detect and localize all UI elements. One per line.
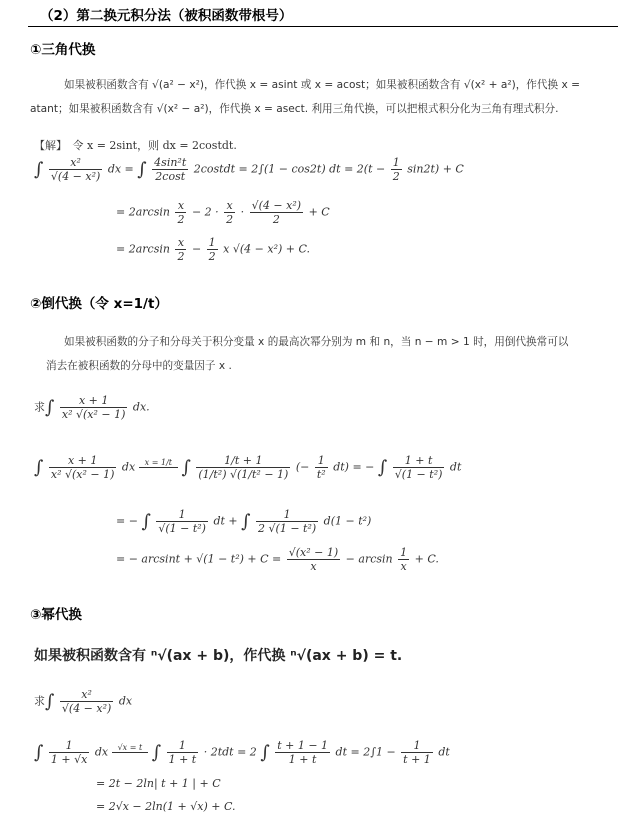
- fraction: $\frac{\text{4sin²t}}{2\cos t}$: [154, 156, 187, 183]
- reciprocal-equation-3: = − arcsint + √(1 − t²) + C = $\frac{\text{√(x² − 1)}}{x}$ − arcsin $\frac{1}{x}$ + C.: [116, 546, 439, 573]
- integral-sign: ∫: [34, 457, 44, 478]
- heading-reciprocal-substitution: ②倒代换（令 x=1/t）: [30, 296, 168, 312]
- integral-sign: ∫: [377, 457, 388, 478]
- power-paragraph: 如果被积函数含有 ⁿ√(ax + b)，作代换 ⁿ√(ax + b) = t.: [34, 648, 403, 664]
- integral-sign: ∫: [45, 397, 55, 418]
- reciprocal-paragraph-line-1: 如果被积函数的分子和分母关于积分变量 x 的最高次幂分别为 m 和 n，当 n − m > 1 时，用倒代换常可以: [64, 336, 569, 348]
- page-title: （2）第二换元积分法（被积函数带根号）: [40, 8, 293, 24]
- integral-sign: ∫: [151, 742, 162, 763]
- reciprocal-paragraph-line-2: 消去在被积函数的分母中的变量因子 x .: [46, 360, 232, 372]
- integral-sign: ∫: [34, 742, 44, 763]
- reciprocal-question: 求∫ $\frac{x + 1}{\text{x² √(x² − 1)}}$ dx.: [34, 394, 150, 421]
- power-equation-3: = 2√x − 2ln(1 + √x) + C.: [96, 800, 236, 813]
- trig-paragraph-line-2: atant；如果被积函数含有 √(x² − a²)，作代换 x = asect. 利用三角代换，可以把根式积分化为三角有理式积分.: [30, 103, 559, 115]
- trig-equation-2: = 2arcsin $\frac{x}{2}$ − 2 · $\frac{x}{2}$ · $\frac{\text{√(4 − x²)}}{2}$ + C: [116, 199, 330, 226]
- integral-sign: ∫: [241, 511, 251, 532]
- heading-trig-substitution: ①三角代换: [30, 42, 96, 58]
- power-equation-2: = 2t − 2ln| t + 1 | + C: [96, 777, 221, 790]
- heading-power-substitution: ③幂代换: [30, 607, 82, 623]
- trig-equation-1: ∫ $\frac{\text{x²}}{\text{√(4 − x²)}}$ dx = ∫ $\frac{\text{4sin²t}}{2\cos t}$ 2costdt = 2∫(1 − cos2t) dt = 2(t − $\frac{1}{2}$ sin2t) + C: [34, 156, 464, 183]
- power-equation-1: ∫ $\frac{1}{1 + √x}$ dx √x = t ∫ $\frac{1}{1 + t}$ · 2tdt = 2 ∫ $\frac{t + 1 - 1}{1 + t}$ dt = 2∫1 − $\frac{1}{t + 1}$ dt: [34, 739, 450, 766]
- integral-sign: ∫: [34, 159, 44, 180]
- reciprocal-equation-2: = − ∫ $\frac{1}{\text{√(1 − t²)}}$ dt + ∫ $\frac{1}{\text{2 √(1 − t²)}}$ d(1 − t²): [116, 508, 372, 535]
- integral-sign: ∫: [260, 742, 270, 763]
- reciprocal-equation-1: ∫ $\frac{x + 1}{\text{x² √(x² − 1)}}$ dx x = 1/t ∫ $\frac{1/t + 1}{\text{(1/t²) √(1/t² − 1)}}$ (− $\frac{1}{\text{t²}}$ dt) = − ∫ $\frac{1 + t}{\text{√(1 − t²)}}$ dt: [34, 454, 462, 481]
- fraction: $\frac{1}{2}$: [392, 156, 400, 183]
- integral-sign: ∫: [45, 691, 55, 712]
- integral-sign: ∫: [181, 457, 191, 478]
- integral-sign: ∫: [137, 159, 147, 180]
- power-question: 求∫ $\frac{\text{x²}}{\text{√(4 − x²)}}$ dx: [34, 688, 133, 715]
- substitution-arrow: x = 1/t: [139, 458, 178, 477]
- trig-paragraph-line-1: 如果被积函数含有 √(a² − x²)，作代换 x = asint 或 x = acost；如果被积函数含有 √(x² + a²)，作代换 x =: [64, 79, 580, 91]
- integral-sign: ∫: [141, 511, 151, 532]
- fraction: $\frac{\text{x²}}{\text{√(4 − x²)}}$: [50, 156, 101, 183]
- substitution-arrow: √x = t: [112, 743, 149, 762]
- trig-solution-intro: 【解】 令 x = 2sint，则 dx = 2costdt.: [34, 139, 237, 152]
- trig-equation-3: = 2arcsin $\frac{x}{2}$ − $\frac{1}{2}$ x √(4 − x²) + C.: [116, 236, 311, 263]
- title-underline: [28, 26, 618, 27]
